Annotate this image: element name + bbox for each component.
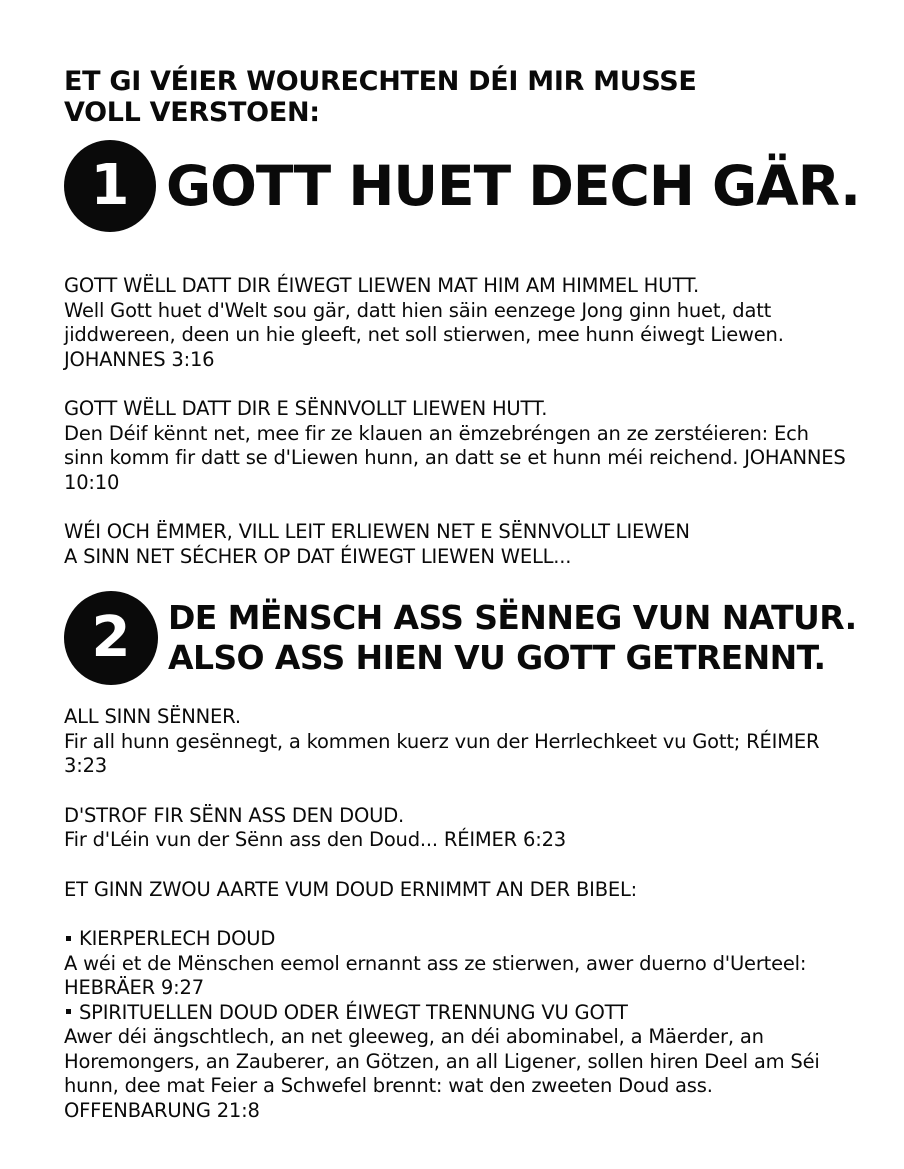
bullet-heading (64, 927, 854, 952)
point-1-header (64, 140, 861, 232)
point-1-paragraph-2 (64, 397, 854, 495)
paragraph-heading: GOTT WËLL DATT DIR E SËNNVOLLT LIEWEN HUTT. (64, 397, 548, 420)
two-types-text: ET GINN ZWOU AARTE VUM DOUD ERNIMMT AN DER BIBEL: (64, 877, 638, 901)
point-2-header (64, 591, 857, 685)
paragraph-body: Den Déif kënnt net, mee fir ze klauen an ëmzebréngen an ze zerstéieren: Ech sinn komm fir datt se d'Liewen hunn, an datt se et hunn méi reichend. (64, 421, 809, 469)
closing-line-1: WÉI OCH ËMMER, VILL LEIT ERLIEWEN NET E SËNNVOLLT LIEWEN (64, 520, 690, 543)
bullet-heading-text: SPIRITUELLEN DOUD ODER ÉIWEGT TRENNUNG VU GOTT (79, 1000, 628, 1024)
paragraph-heading: D'STROF FIR SËNN ASS DEN DOUD. (64, 803, 405, 827)
intro-heading (64, 66, 854, 128)
scripture-reference: RÉIMER 6:23 (443, 828, 566, 851)
scripture-reference: OFFENBARUNG 21:8 (64, 1098, 260, 1122)
scripture-reference: RÉIMER 3:23 (64, 729, 820, 777)
point-2-title (168, 598, 857, 678)
paragraph-body: Fir all hunn gesënnegt, a kommen kuerz vun der Herrlechkeet vu Gott; (64, 729, 741, 753)
point-1-number-badge: 1 (64, 140, 156, 232)
intro-line-2: VOLL VERSTOEN: (64, 97, 320, 128)
scripture-reference: HEBRÄER 9:27 (64, 976, 204, 999)
point-2-paragraph-2 (64, 804, 854, 853)
bullet-heading (64, 1001, 854, 1026)
paragraph-body: Well Gott huet d'Welt sou gär, datt hien säin eenzege Jong ginn huet, datt jiddwereen, deen un hie gleeft, net soll stierwen, mee hunn éiwegt Liewen. (64, 298, 784, 346)
bullet-square-icon (66, 936, 71, 941)
point-2-paragraph-1 (64, 705, 854, 779)
paragraph-body: Fir d'Léin vun der Sënn ass den Doud... (64, 828, 438, 851)
scripture-reference: JOHANNES 10:10 (64, 446, 846, 494)
bullet-square-icon (66, 1009, 71, 1014)
scripture-reference: JOHANNES 3:16 (64, 347, 215, 371)
closing-line-2: A SINN NET SÉCHER OP DAT ÉIWEGT LIEWEN WELL... (64, 544, 572, 568)
bullet-body: A wéi et de Mënschen eemol ernannt ass ze stierwen, awer duerno d'Uerteel: (64, 951, 807, 975)
point-2-number-badge: 2 (64, 591, 158, 685)
bullet-body: Awer déi ängschtlech, an net gleeweg, an déi abominabel, a Mäerder, an Horemongers, an Zauberer, an Götzen, an all Ligener, sollen hiren Deel am Séi hunn, dee mat Feier a Schwefel brennt: wat den zweeten Doud ass. (64, 1025, 820, 1097)
two-types-heading (64, 878, 854, 903)
point-1-title: GOTT HUET DECH GÄR. (166, 154, 861, 218)
bullet-1 (64, 927, 854, 1001)
intro-line-1: ET GI VÉIER WOURECHTEN DÉI MIR MUSSE (64, 66, 697, 97)
point-2-title-line-2: ALSO ASS HIEN VU GOTT GETRENNT. (168, 638, 826, 677)
bullet-heading-text: KIERPERLECH DOUD (79, 927, 276, 950)
bullet-2 (64, 1001, 854, 1124)
paragraph-heading: ALL SINN SËNNER. (64, 705, 241, 728)
point-1-paragraph-1 (64, 274, 854, 372)
point-2-title-line-1: DE MËNSCH ASS SËNNEG VUN NATUR. (168, 598, 857, 637)
page (64, 66, 861, 1123)
point-1-closing (64, 520, 854, 569)
paragraph-heading: GOTT WËLL DATT DIR ÉIWEGT LIEWEN MAT HIM AM HIMMEL HUTT. (64, 274, 699, 297)
